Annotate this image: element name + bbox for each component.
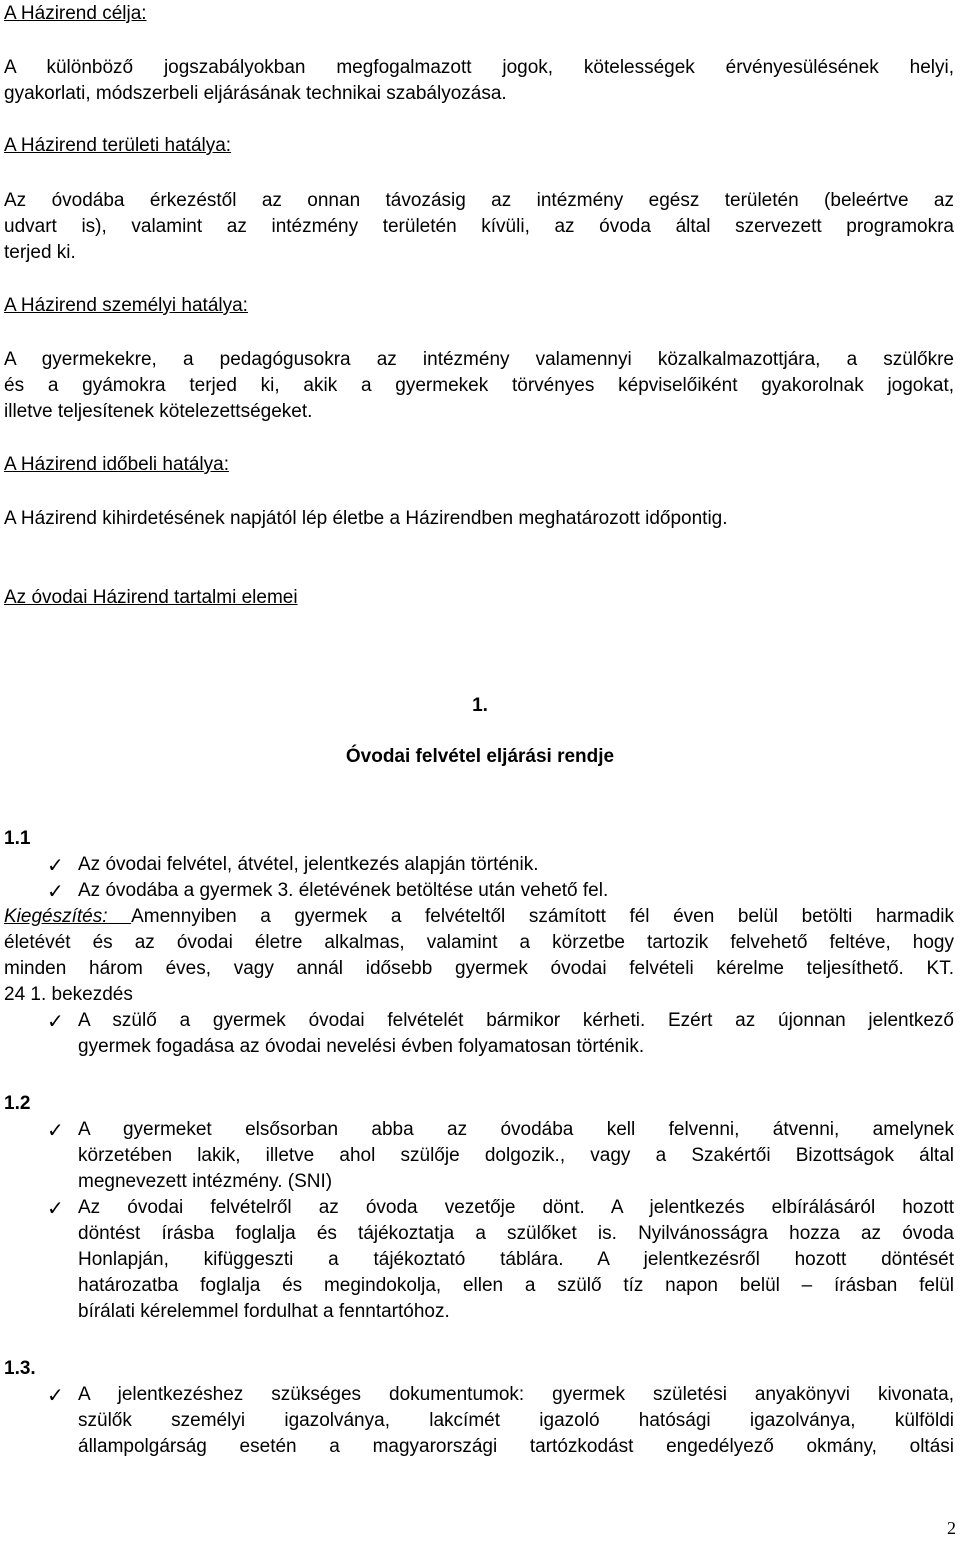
check-icon: ✓ — [47, 1383, 64, 1407]
paragraph-line: A különböző jogszabályokban megfogalmazott jogok, kötelességek érvényesülésének helyi, — [4, 57, 954, 78]
list-item-continuation: megnevezett intézmény. (SNI) — [78, 1171, 333, 1192]
paragraph-line: udvart is), valamint az intézmény területén kívüli, az óvoda által szervezett programokra — [4, 216, 954, 237]
heading-tartalmi-elemei: Az óvodai Házirend tartalmi elemei — [4, 587, 298, 608]
heading-celja: A Házirend célja: — [4, 3, 147, 24]
list-item-continuation: bírálati kérelemmel fordulhat a fenntartóhoz. — [78, 1301, 450, 1322]
paragraph-line: életévét és az óvodai életre alkalmas, valamint a körzetbe tartozik felvehető feltéve, hogy — [4, 932, 954, 953]
check-icon: ✓ — [47, 1196, 64, 1220]
check-icon: ✓ — [47, 879, 64, 903]
paragraph-line: terjed ki. — [4, 242, 76, 263]
list-item-continuation: szülők személyi igazolványa, lakcímét igazoló hatósági igazolványa, külföldi — [78, 1410, 954, 1431]
chapter-title: Óvodai felvétel eljárási rendje — [345, 746, 615, 767]
list-item-continuation: gyermek fogadása az óvodai nevelési évben folyamatosan történik. — [78, 1036, 645, 1057]
paragraph-line: Az óvodába érkezéstől az onnan távozásig az intézmény egész területén (beleértve az — [4, 190, 954, 211]
heading-teruleti-hatalya: A Házirend területi hatálya: — [4, 135, 232, 156]
paragraph-line: A gyermekekre, a pedagógusokra az intézmény valamennyi közalkalmazottjára, a szülőkre — [4, 349, 954, 370]
paragraph-line: és a gyámokra terjed ki, akik a gyermekek törvényes képviselőiként gyakorolnak jogokat, — [4, 375, 954, 396]
check-icon: ✓ — [47, 1118, 64, 1142]
list-item: A gyermeket elsősorban abba az óvodába kell felvenni, átvenni, amelynek — [78, 1119, 954, 1140]
list-item: A jelentkezéshez szükséges dokumentumok: gyermek születési anyakönyvi kivonata, — [78, 1384, 954, 1405]
supplement-line: Kiegészítés: Amennyiben a gyermek a felvételtől számított fél éven belül betölti harmadik — [4, 906, 955, 927]
supplement-label: Kiegészítés: — [4, 906, 132, 927]
heading-szemelyi-hatalya: A Házirend személyi hatálya: — [4, 295, 248, 316]
check-icon: ✓ — [47, 853, 64, 877]
paragraph-line: illetve teljesítenek kötelezettségeket. — [4, 401, 313, 422]
paragraph-line: A Házirend kihirdetésének napjától lép életbe a Házirendben meghatározott időpontig. — [4, 508, 728, 529]
list-item: Az óvodába a gyermek 3. életévének betöltése után vehető fel. — [78, 880, 609, 901]
chapter-number: 1. — [472, 695, 488, 716]
heading-idobeli-hatalya: A Házirend időbeli hatálya: — [4, 454, 229, 475]
check-icon: ✓ — [47, 1009, 64, 1033]
list-item: Az óvodai felvétel, átvétel, jelentkezés alapján történik. — [78, 854, 539, 875]
list-item-continuation: határozatba foglalja és megindokolja, ellen a szülő tíz napon belül – írásban felül — [78, 1275, 954, 1296]
list-item-continuation: körzetében lakik, illetve ahol szülője dolgozik., vagy a Szakértői Bizottságok által — [78, 1145, 954, 1166]
paragraph-line: gyakorlati, módszerbeli eljárásának technikai szabályozása. — [4, 83, 507, 104]
paragraph-line: 24 1. bekezdés — [4, 984, 133, 1005]
list-item: A szülő a gyermek óvodai felvételét bármikor kérheti. Ezért az újonnan jelentkező — [78, 1010, 954, 1031]
section-label-1-2: 1.2 — [4, 1093, 31, 1114]
section-label-1-1: 1.1 — [4, 828, 31, 849]
paragraph-line: minden három éves, vagy annál idősebb gyermek óvodai felvételi kérelme teljesíthető. KT. — [4, 958, 954, 979]
list-item-continuation: Honlapján, kifüggeszti a tájékoztató táblára. A jelentkezésről hozott döntését — [78, 1249, 954, 1270]
page-number: 2 — [947, 1518, 956, 1538]
list-item: Az óvodai felvételről az óvoda vezetője dönt. A jelentkezés elbírálásáról hozott — [78, 1197, 954, 1218]
list-item-continuation: állampolgárság esetén a magyarországi tartózkodást engedélyező okmány, oltási — [78, 1436, 954, 1457]
section-label-1-3: 1.3. — [4, 1358, 36, 1379]
list-item-continuation: döntést írásba foglalja és tájékoztatja a szülőket is. Nyilvánosságra hozza az óvoda — [78, 1223, 954, 1244]
